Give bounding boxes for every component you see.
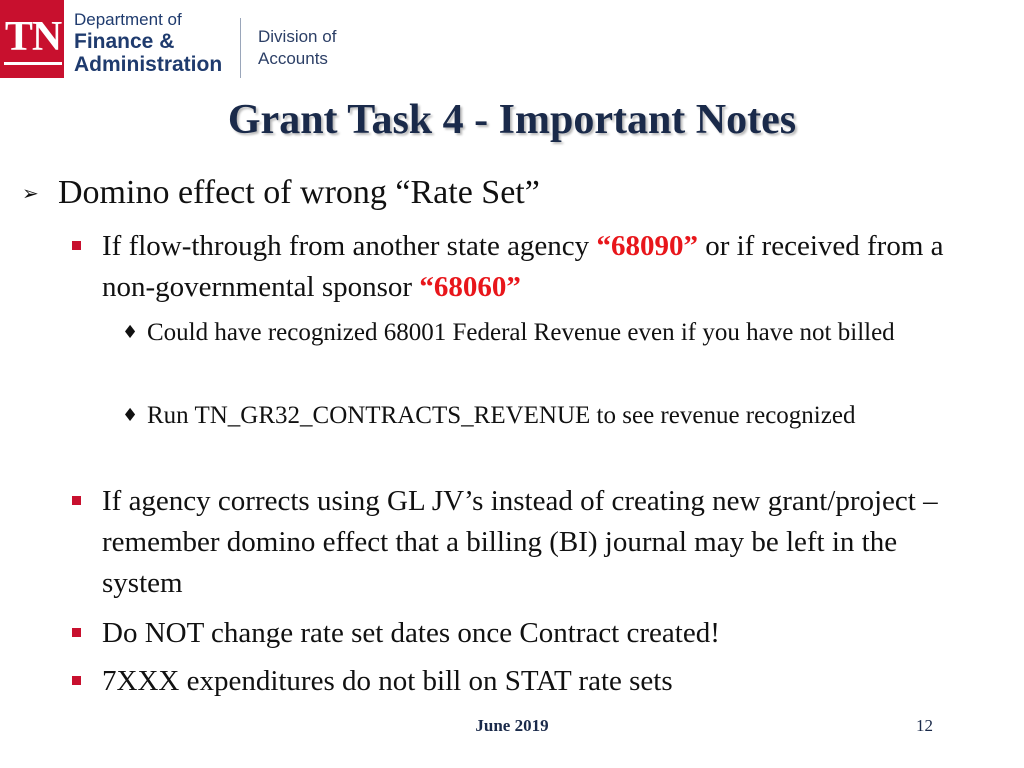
- slide-title: Grant Task 4 - Important Notes: [227, 97, 797, 143]
- square-bullet-icon: [72, 496, 81, 505]
- diamond-bullet-icon: ♦: [122, 405, 139, 426]
- rate-code-68060: “68060”: [419, 271, 521, 303]
- sub-bullet-gl-jv: [70, 481, 970, 604]
- sub-bullet-text: 7XXX expenditures do not bill on STAT rate sets: [102, 665, 673, 697]
- department-line-3: Administration: [74, 53, 223, 76]
- footer-date: June 2019: [475, 716, 549, 735]
- square-bullet-icon: [72, 628, 81, 637]
- department-name: [74, 10, 222, 76]
- tn-logo-badge: [0, 0, 64, 78]
- sub-sub-bullet-text: Run TN_GR32_CONTRACTS_REVENUE to see revenue recognized: [147, 402, 856, 429]
- sub-sub-bullet-federal-revenue: [120, 314, 980, 351]
- division-line-2: Accounts: [258, 49, 328, 68]
- sub-bullet-text: [102, 226, 970, 308]
- division-line-1: Division of: [258, 27, 337, 46]
- tn-logo-text: TN: [4, 14, 62, 60]
- square-bullet-icon: [72, 676, 81, 685]
- sub-bullet-rate-set-dates: [70, 613, 970, 654]
- logo-divider: [240, 18, 241, 78]
- department-line-1: Department of: [74, 10, 182, 29]
- sub-bullet-7xxx: [70, 661, 970, 702]
- sub-sub-bullet-run-report: [120, 397, 980, 434]
- department-line-2: Finance &: [74, 30, 175, 53]
- rate-code-68090: “68090”: [596, 230, 698, 262]
- bullet-text: Domino effect of wrong “Rate Set”: [58, 174, 540, 211]
- agency-logo: [0, 0, 360, 80]
- sub-bullet-text: Do NOT change rate set dates once Contract created!: [102, 617, 720, 649]
- division-name: [258, 26, 336, 70]
- diamond-bullet-icon: ♦: [122, 322, 139, 343]
- page-number: 12: [916, 716, 933, 735]
- sub-sub-bullet-text: Could have recognized 68001 Federal Revenue even if you have not billed: [147, 319, 895, 346]
- square-bullet-icon: [72, 241, 81, 250]
- sub-bullet-text: If agency corrects using GL JV’s instead of creating new grant/project – remember domino effect that a billing (BI) journal may be left in the system: [102, 485, 938, 599]
- arrow-bullet-icon: ➢: [22, 181, 39, 205]
- tn-logo-underline: [4, 62, 62, 65]
- text-part: or if received from a non-governmental sponsor: [102, 230, 944, 303]
- text-part: If flow-through from another state agency: [102, 230, 597, 262]
- sub-bullet-flow-through: [70, 226, 970, 308]
